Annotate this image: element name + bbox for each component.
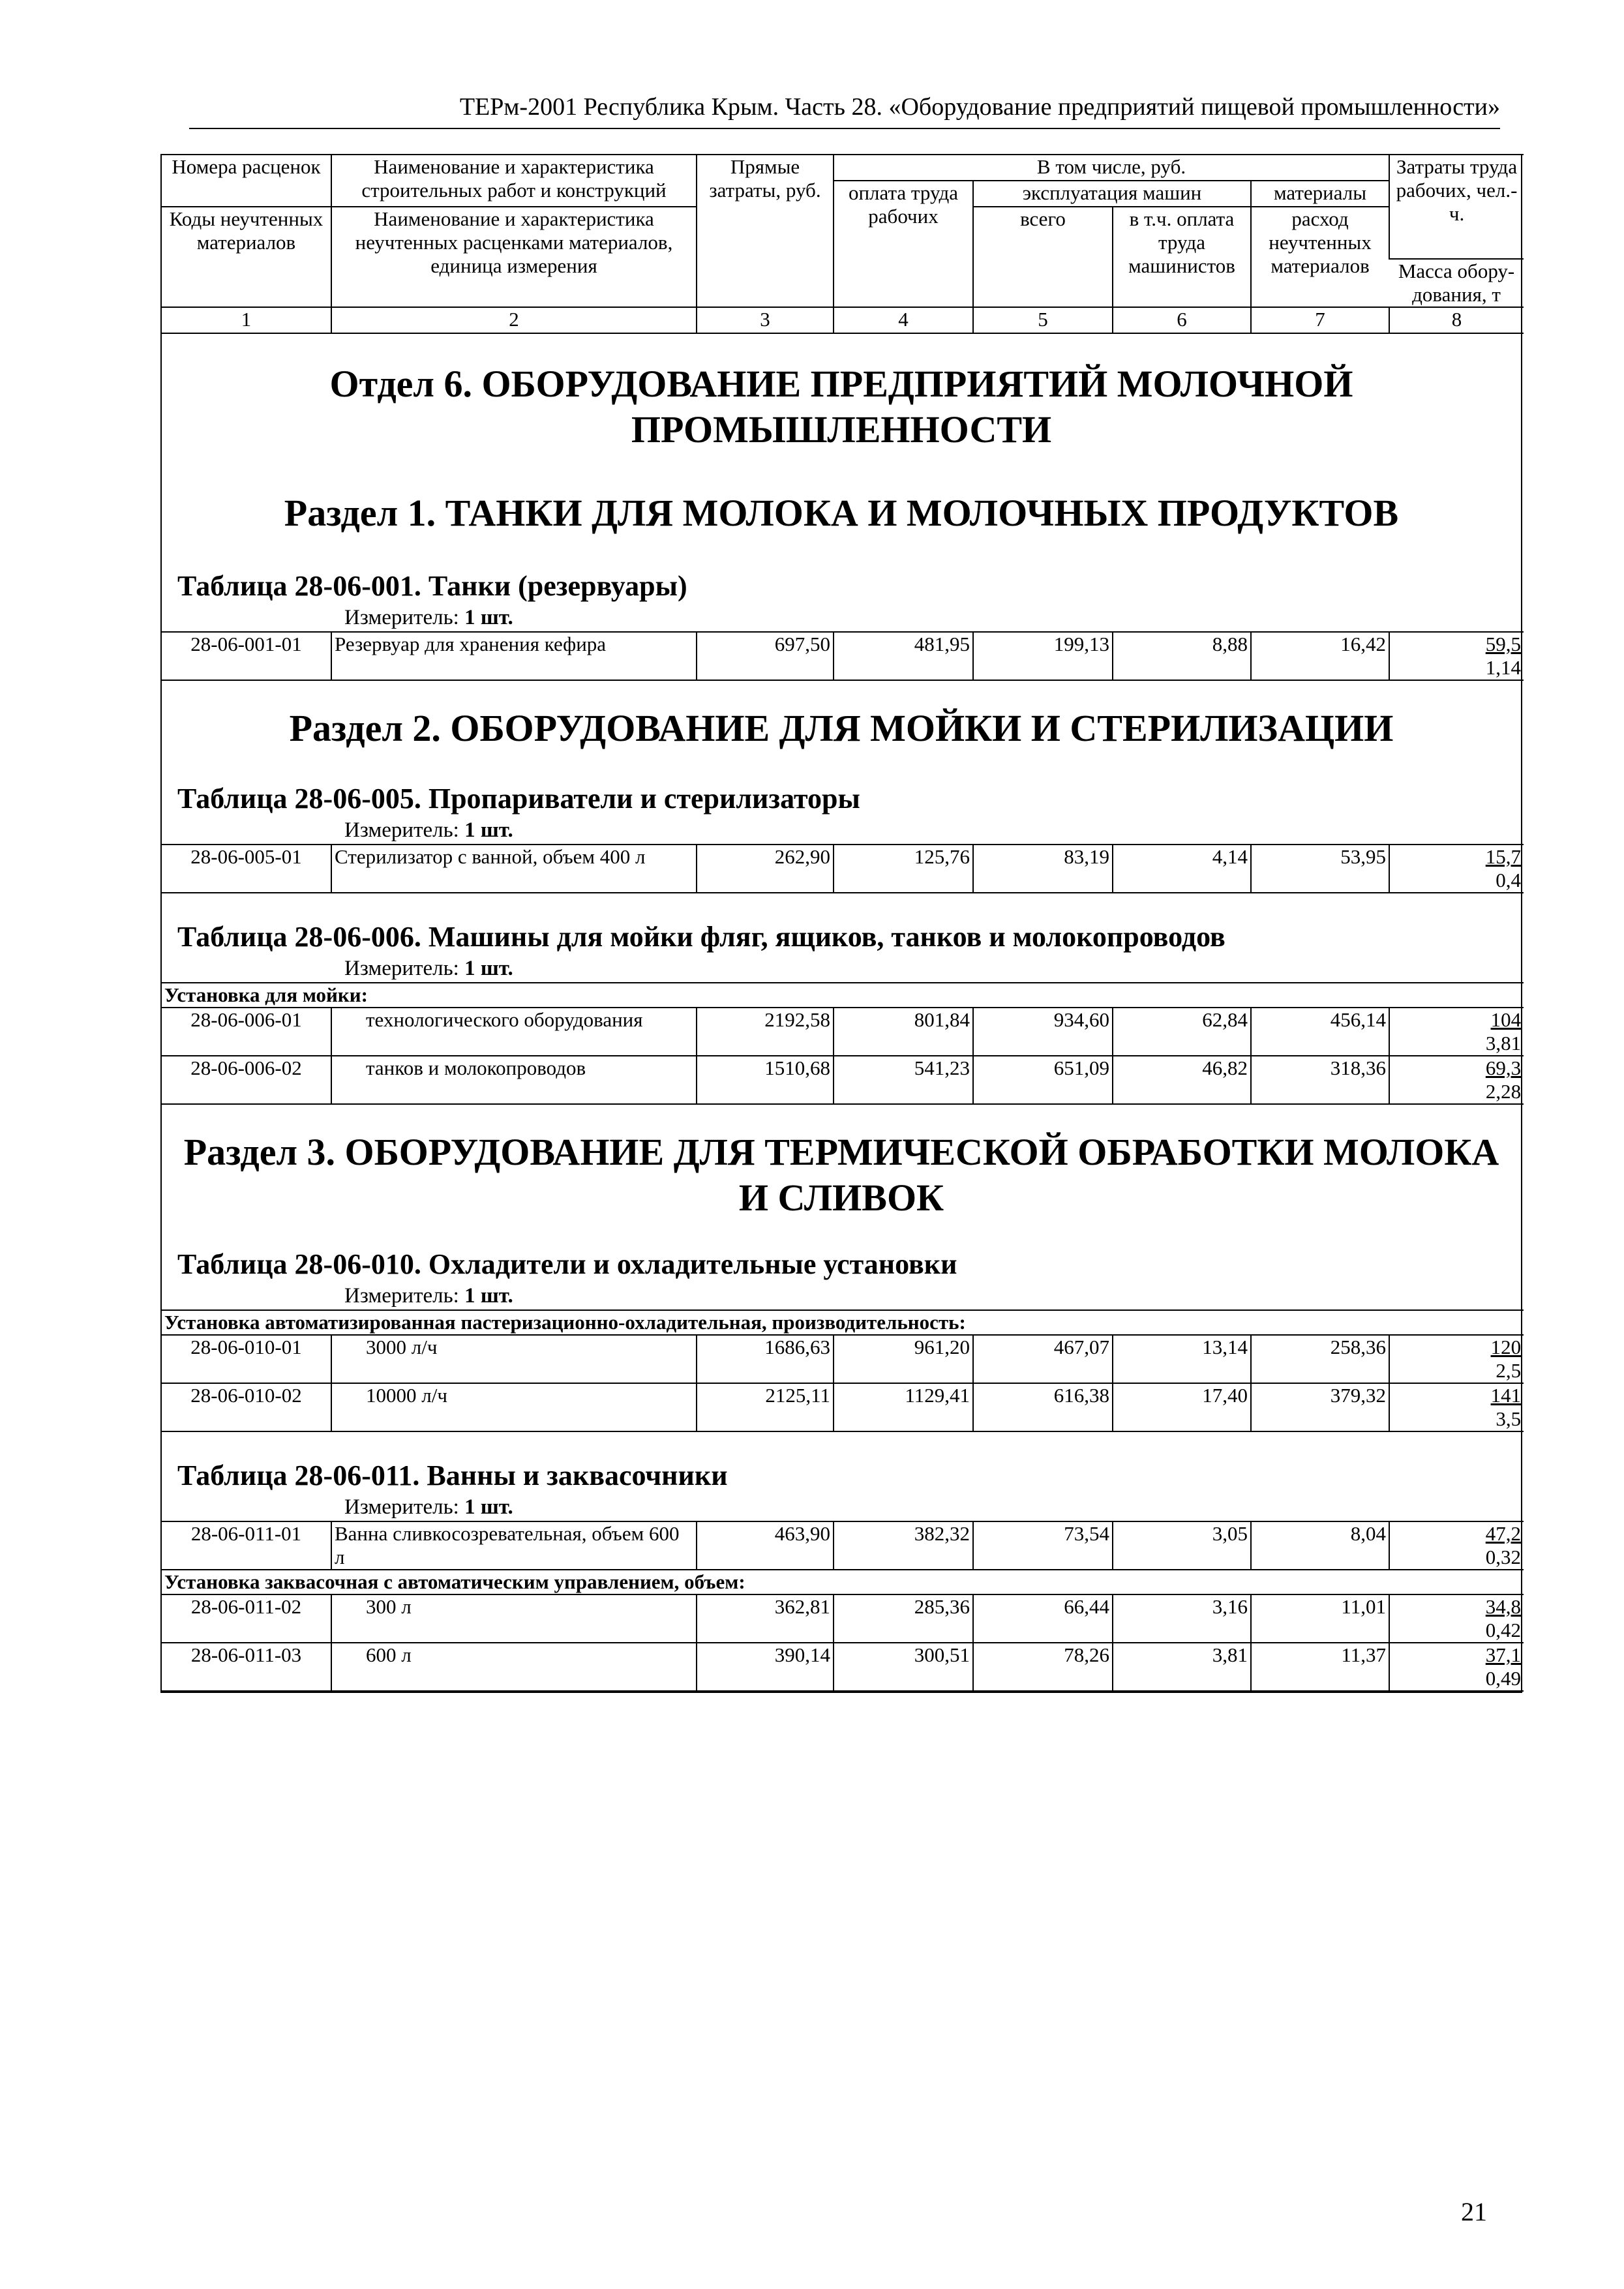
labor-hours: 104 <box>1490 1008 1522 1031</box>
direct-costs: 2192,58 <box>697 1008 834 1056</box>
materials: 11,01 <box>1251 1594 1389 1643</box>
labor-and-mass <box>1389 1056 1524 1104</box>
machines-total: 934,60 <box>973 1008 1113 1056</box>
unit-of-measure: Измеритель: 1 шт. <box>344 1284 513 1308</box>
machinist-pay: 3,16 <box>1113 1594 1251 1643</box>
rate-name: танков и молокопроводов <box>331 1056 697 1104</box>
direct-costs: 463,90 <box>697 1521 834 1570</box>
direct-costs: 1686,63 <box>697 1335 834 1383</box>
rate-code: 28-06-006-01 <box>162 1008 331 1056</box>
equipment-mass: 2,5 <box>1496 1359 1522 1382</box>
col-number: 8 <box>1389 307 1524 333</box>
machines-total: 73,54 <box>973 1521 1113 1570</box>
labor-and-mass <box>1389 1594 1524 1643</box>
header-material-names: Наименование и характеристика неучтенных расценками материалов, единица измерения <box>331 207 697 307</box>
labor-hours: 47,2 <box>1485 1522 1521 1545</box>
section-title: Раздел 2. ОБОРУДОВАНИЕ ДЛЯ МОЙКИ И СТЕРИЛИЗАЦИИ <box>289 707 1394 749</box>
rate-code: 28-06-001-01 <box>162 632 331 680</box>
col-number: 2 <box>331 307 697 333</box>
equipment-mass: 3,5 <box>1496 1407 1522 1430</box>
header-equipment-mass: Масса обору-дования, т <box>1389 259 1524 307</box>
machinist-pay: 46,82 <box>1113 1056 1251 1104</box>
unit-of-measure: Измеритель: 1 шт. <box>344 1495 513 1519</box>
group-row <box>162 1310 1524 1335</box>
header-work-name: Наименование и характеристика строительных работ и конструкций <box>331 155 697 207</box>
group-label: Установка для мойки: <box>162 983 1524 1008</box>
header-machines-total: всего <box>973 207 1113 307</box>
header-unaccounted-materials: расход неучтенных материалов <box>1251 207 1389 307</box>
price-table-frame <box>160 154 1522 1693</box>
section-title: Раздел 3. ОБОРУДОВАНИЕ ДЛЯ ТЕРМИЧЕСКОЙ ОБРАБОТКИ МОЛОКА И СЛИВОК <box>183 1131 1499 1219</box>
rate-name: Резервуар для хранения кефира <box>331 632 697 680</box>
rates-table <box>162 982 1524 1105</box>
labor-pay: 801,84 <box>834 1008 973 1056</box>
labor-pay: 285,36 <box>834 1594 973 1643</box>
unit-of-measure: Измеритель: 1 шт. <box>344 818 513 842</box>
table-title: Таблица 28-06-001. Танки (резервуары) <box>177 570 687 602</box>
unit-of-measure: Измеритель: 1 шт. <box>344 606 513 629</box>
machines-total: 66,44 <box>973 1594 1113 1643</box>
labor-pay: 481,95 <box>834 632 973 680</box>
labor-pay: 1129,41 <box>834 1383 973 1431</box>
labor-pay: 961,20 <box>834 1335 973 1383</box>
labor-hours: 120 <box>1490 1336 1522 1358</box>
rate-name: Ванна сливкосозревательная, объем 600 л <box>331 1521 697 1570</box>
col-number: 3 <box>697 307 834 333</box>
machines-total: 78,26 <box>973 1643 1113 1691</box>
header-direct-costs: Прямые затраты, руб. <box>697 155 834 307</box>
labor-hours: 69,3 <box>1485 1056 1522 1079</box>
rate-name: 300 л <box>331 1594 697 1643</box>
header-materials: материалы <box>1251 181 1389 207</box>
table-title: Таблица 28-06-006. Машины для мойки фляг, ящиков, танков и молокопроводов <box>177 921 1226 953</box>
machinist-pay: 4,14 <box>1113 845 1251 893</box>
column-header-table <box>162 154 1524 334</box>
materials: 456,14 <box>1251 1008 1389 1056</box>
labor-pay: 541,23 <box>834 1056 973 1104</box>
labor-and-mass <box>1389 1335 1524 1383</box>
department-title: Отдел 6. ОБОРУДОВАНИЕ ПРЕДПРИЯТИЙ МОЛОЧНОЙ ПРОМЫШЛЕННОСТИ <box>329 363 1353 451</box>
equipment-mass: 0,32 <box>1485 1546 1521 1568</box>
rate-code: 28-06-011-01 <box>162 1521 331 1570</box>
rate-code: 28-06-005-01 <box>162 845 331 893</box>
materials: 11,37 <box>1251 1643 1389 1691</box>
equipment-mass: 1,14 <box>1485 656 1521 679</box>
table-row <box>162 1008 1524 1056</box>
rate-name: 3000 л/ч <box>331 1335 697 1383</box>
table-row <box>162 845 1524 893</box>
running-header: ТЕРм-2001 Республика Крым. Часть 28. «Оборудование предприятий пищевой промышленности» <box>459 93 1500 121</box>
rate-name: 10000 л/ч <box>331 1383 697 1431</box>
machinist-pay: 8,88 <box>1113 632 1251 680</box>
rates-table <box>162 631 1524 681</box>
group-row <box>162 1570 1524 1594</box>
rate-code: 28-06-010-01 <box>162 1335 331 1383</box>
group-label: Установка автоматизированная пастеризационно-охладительная, производительность: <box>162 1310 1524 1335</box>
header-labor-hours: Затраты труда рабочих, чел.-ч. <box>1389 155 1524 259</box>
col-number: 7 <box>1251 307 1389 333</box>
direct-costs: 362,81 <box>697 1594 834 1643</box>
materials: 318,36 <box>1251 1056 1389 1104</box>
col-number: 5 <box>973 307 1113 333</box>
equipment-mass: 3,81 <box>1485 1032 1522 1055</box>
group-row <box>162 983 1524 1008</box>
direct-costs: 390,14 <box>697 1643 834 1691</box>
labor-and-mass <box>1389 632 1524 680</box>
rates-table <box>162 844 1524 893</box>
header-rate-numbers: Номера расценок <box>162 155 331 207</box>
header-material-codes: Коды неучтенных материалов <box>162 207 331 307</box>
page-number: 21 <box>1461 2197 1487 2226</box>
table-title: Таблица 28-06-010. Охладители и охладительные установки <box>177 1248 957 1280</box>
machinist-pay: 3,05 <box>1113 1521 1251 1570</box>
col-number: 6 <box>1113 307 1251 333</box>
materials: 258,36 <box>1251 1335 1389 1383</box>
machines-total: 651,09 <box>973 1056 1113 1104</box>
rate-code: 28-06-006-02 <box>162 1056 331 1104</box>
machines-total: 467,07 <box>973 1335 1113 1383</box>
equipment-mass: 0,49 <box>1485 1667 1521 1690</box>
col-number: 1 <box>162 307 331 333</box>
labor-hours: 37,1 <box>1485 1643 1521 1666</box>
equipment-mass: 2,28 <box>1485 1080 1522 1103</box>
direct-costs: 697,50 <box>697 632 834 680</box>
direct-costs: 262,90 <box>697 845 834 893</box>
direct-costs: 2125,11 <box>697 1383 834 1431</box>
rate-code: 28-06-011-02 <box>162 1594 331 1643</box>
materials: 53,95 <box>1251 845 1389 893</box>
machines-total: 83,19 <box>973 845 1113 893</box>
labor-and-mass <box>1389 1383 1524 1431</box>
materials: 8,04 <box>1251 1521 1389 1570</box>
equipment-mass: 0,42 <box>1485 1619 1521 1641</box>
table-row <box>162 1056 1524 1104</box>
table-row <box>162 1594 1524 1643</box>
col-number: 4 <box>834 307 973 333</box>
header-including: В том числе, руб. <box>834 155 1389 181</box>
group-label: Установка заквасочная с автоматическим управлением, объем: <box>162 1570 1524 1594</box>
table-title: Таблица 28-06-005. Пропариватели и стерилизаторы <box>177 783 860 815</box>
labor-hours: 15,7 <box>1485 845 1521 868</box>
machines-total: 199,13 <box>973 632 1113 680</box>
rates-table <box>162 1309 1524 1432</box>
header-machine-operation: эксплуатация машин <box>973 181 1251 207</box>
unit-of-measure: Измеритель: 1 шт. <box>344 957 513 980</box>
rate-name: 600 л <box>331 1643 697 1691</box>
labor-pay: 300,51 <box>834 1643 973 1691</box>
header-machinist-pay: в т.ч. оплата труда машинистов <box>1113 207 1251 307</box>
machinist-pay: 13,14 <box>1113 1335 1251 1383</box>
labor-and-mass <box>1389 1643 1524 1691</box>
labor-pay: 382,32 <box>834 1521 973 1570</box>
labor-and-mass <box>1389 1008 1524 1056</box>
labor-and-mass <box>1389 1521 1524 1570</box>
header-rule <box>189 128 1500 129</box>
table-row <box>162 632 1524 680</box>
materials: 379,32 <box>1251 1383 1389 1431</box>
materials: 16,42 <box>1251 632 1389 680</box>
labor-hours: 59,5 <box>1485 633 1521 655</box>
rate-code: 28-06-011-03 <box>162 1643 331 1691</box>
machinist-pay: 17,40 <box>1113 1383 1251 1431</box>
machines-total: 616,38 <box>973 1383 1113 1431</box>
labor-and-mass <box>1389 845 1524 893</box>
section-title: Раздел 1. ТАНКИ ДЛЯ МОЛОКА И МОЛОЧНЫХ ПРОДУКТОВ <box>284 492 1399 534</box>
table-row <box>162 1335 1524 1383</box>
table-row <box>162 1521 1524 1570</box>
table-row <box>162 1383 1524 1431</box>
rate-name: Стерилизатор с ванной, объем 400 л <box>331 845 697 893</box>
labor-pay: 125,76 <box>834 845 973 893</box>
table-row <box>162 1643 1524 1691</box>
rates-table <box>162 1521 1524 1692</box>
labor-hours: 141 <box>1490 1384 1522 1407</box>
equipment-mass: 0,4 <box>1496 869 1521 891</box>
labor-hours: 34,8 <box>1485 1595 1521 1618</box>
header-labor-pay: оплата труда рабочих <box>834 181 973 307</box>
machinist-pay: 3,81 <box>1113 1643 1251 1691</box>
direct-costs: 1510,68 <box>697 1056 834 1104</box>
rate-name: технологического оборудования <box>331 1008 697 1056</box>
machinist-pay: 62,84 <box>1113 1008 1251 1056</box>
table-title: Таблица 28-06-011. Ванны и заквасочники <box>177 1459 728 1491</box>
rate-code: 28-06-010-02 <box>162 1383 331 1431</box>
